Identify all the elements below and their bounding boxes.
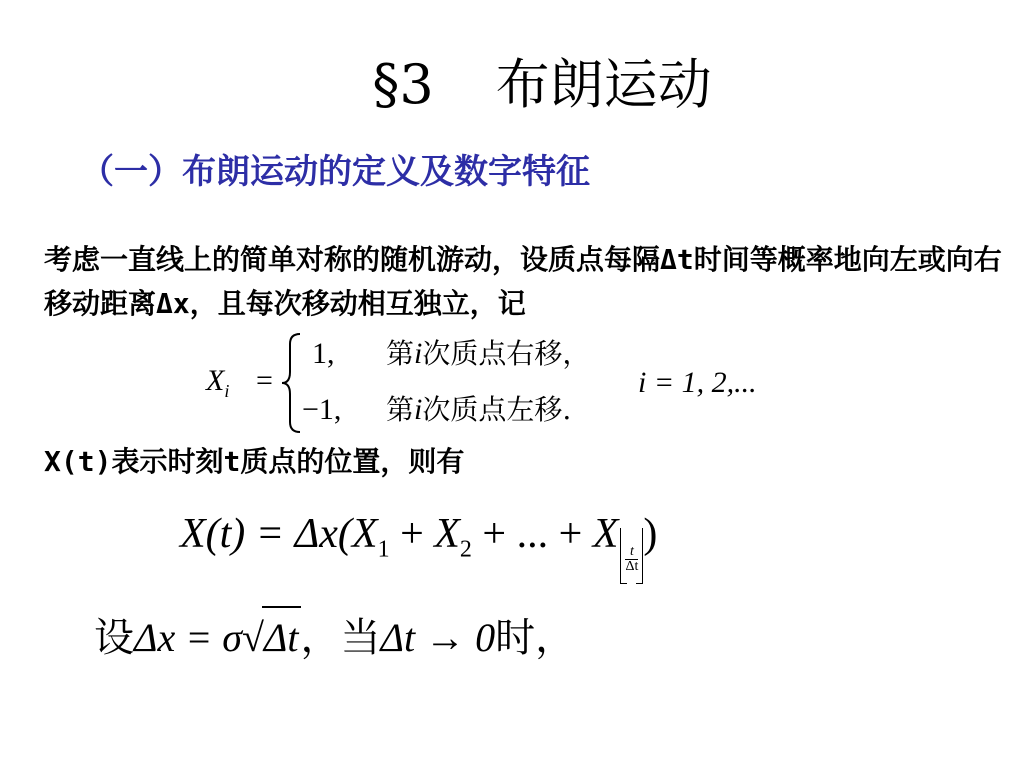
piecewise-formula [200,330,820,436]
para-part1: 考虑一直线上的简单对称的随机游动，设质点每隔 [44,243,661,276]
position-formula: $X(t) = \Delta x(X_1 + X_2$ + ... + X $\frac{t}{\Delta t}$ ) [180,506,657,584]
para-dx: Δx [156,287,190,320]
piecewise-row-right: 1, 第i次质点右移， [312,337,591,370]
position-sentence: X(t)表示时刻t质点的位置，则有 [44,445,465,478]
piecewise-lhs: $X_i$ [206,364,230,401]
para-dt: Δt [660,243,694,276]
curly-brace [280,332,304,434]
para-part2: 时间等概率地向左或向右移动距离 [44,243,1002,320]
scaling-formula: 设Δx = σ√Δt，当Δt → 0时， [94,606,575,668]
section-subtitle: （一）布朗运动的定义及数字特征 [80,152,590,192]
piecewise-row-left: −1, 第i次质点左移. [302,393,572,426]
sqrt-sign: √ [241,615,264,660]
piecewise-equals: = [256,364,273,397]
title-text: 布朗运动 [495,53,712,116]
piecewise-index: i = 1, 2,... [638,366,757,399]
para-part3: ，且每次移动相互独立，记 [189,287,526,320]
floor-bracket: $\frac{t}{\Delta t}$ [620,528,643,584]
section-number: §3 [372,53,434,116]
intro-paragraph [44,238,1004,326]
slide-title [0,52,1024,118]
